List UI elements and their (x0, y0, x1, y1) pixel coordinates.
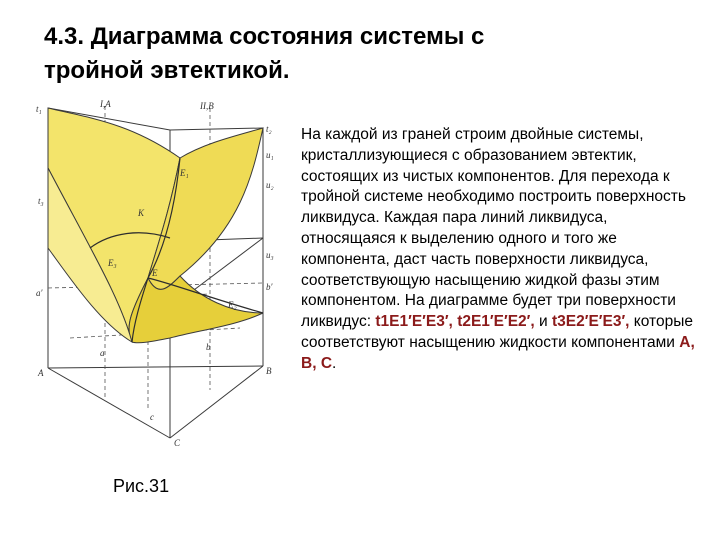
label-b-prime: b′ (266, 282, 273, 292)
body-intro: На каждой из граней строим двойные системы, кристаллизующиеся с образованием эвтектик, состоящих из чистых компонентов. Для перехода к тройной системе необходимо построить поверхность ликвидуса. Каждая пара линий ликвидуса, относящаяся к выделению одного и того же компонента, даст часть поверхности ликвидуса, соответствующую насыщению жидкой фазы этим компонентом. На диаграмме будет три поверхности ликвидус: (301, 126, 686, 331)
component-b: B, (301, 354, 317, 372)
label-a-prime: a′ (36, 288, 43, 298)
component-c: C (320, 354, 333, 372)
label-E2: E₂ (228, 300, 237, 310)
label-B: B (266, 366, 272, 376)
label-E: E (152, 268, 158, 278)
conjunction-and: и (539, 313, 548, 331)
label-E3: E₃ (108, 258, 117, 268)
slide-title (44, 20, 684, 88)
label-a: a (100, 348, 105, 358)
label-C: C (174, 438, 181, 448)
title-line-2: тройной эвтектикой. (44, 57, 290, 84)
final-period: . (332, 354, 337, 372)
label-u3: u₃ (266, 250, 274, 260)
label-c: c (150, 412, 154, 422)
surface-2-label: t2E1′E′E2′, (457, 313, 535, 331)
surface-1-label: t1E1′E′E3′, (375, 313, 453, 331)
component-a: A, (679, 333, 695, 351)
phase-diagram-figure (30, 98, 282, 448)
body-text (301, 125, 706, 375)
label-t2: t₂ (266, 124, 272, 134)
label-u1: u₁ (266, 150, 274, 160)
label-K: K (138, 208, 145, 218)
label-II-B: II,B (200, 101, 214, 111)
label-I-A: I,A (100, 99, 111, 109)
body-paragraph (301, 125, 706, 375)
figure-caption: Рис.31 (113, 476, 170, 496)
label-t1: t₁ (36, 104, 42, 114)
surface-3-label: t3E2′E′E3′, (551, 313, 630, 331)
phase-diagram-drawing (30, 98, 282, 448)
label-t3: t₃ (38, 196, 44, 206)
label-b: b (206, 342, 211, 352)
title-line-1: 4.3. Диаграмма состояния системы с (44, 23, 485, 50)
label-E1: E₁ (180, 168, 189, 178)
label-u2: u₂ (266, 180, 274, 190)
body-outro: которые соответствуют насыщению жидкости компонентами (301, 313, 693, 351)
label-A: A (38, 368, 44, 378)
